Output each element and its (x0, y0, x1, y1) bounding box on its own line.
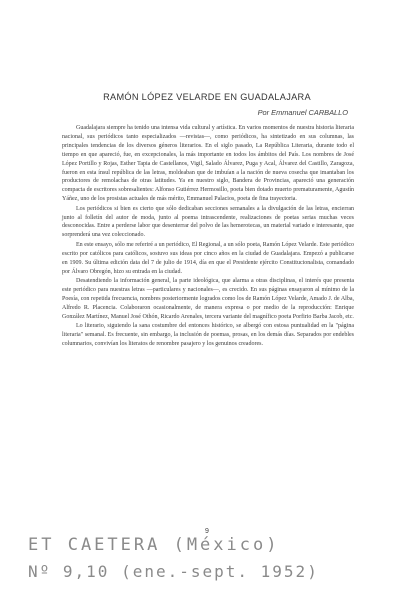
paragraph: Desatendiendo la información general, la parte ideológica, que alarma a otras disciplinas, el interés que presenta este periódico para nuestras letras —particulares y nacionales—, es crecido. En sus páginas ensayaron al mínimo de la Poesía, con repetida frecuencia, nombres posteriormente logrados como los de Ramón López Velarde, Amado J. de Alba, Alfredo R. Placencia. Colaboraron ocasionalmente, de manera expresa o por medio de la reproducción: Enrique González Martínez, Manuel José Othón, Ricardo Arenales, tercera variante del magnífico poeta Porfirio Barba Jacob, etc. (62, 277, 354, 320)
paragraph: En este ensayo, sólo me referiré a un periódico, El Regional, a un sólo poeta, Ramón López Velarde. Este periódico escrito por católicos para católicos, sostuvo sus ideas por cinco años en la ciudad de Guadalajara. Empezó a publicarse en 1909. Su última edición data del 7 de julio de 1914, día en que el Presidente ejército Constitucionalista, comandado por Álvaro Obregón, hizo su entrada en la ciudad. (62, 241, 354, 275)
paragraph: Guadalajara siempre ha tenido una intensa vida cultural y artística. En varios momentos de nuestra historia literaria nacional, sus periódicos tanto especializados —revistas—, como periódicos, ha sintetizado en sus columnas, las principales tendencias de los diversos géneros literarios. En el siglo pasado, La República Literaria, durante todo el tiempo en que apareció, fue, en excepcionales, la más importante en todos los ámbitos del País. Los nombres de José López Portillo y Rojas, Esther Tapia de Castellanos, Vigil, Salado Álvarez, Puga y Acal, Álvarez del Castillo, Zaragoza, fueron en esta ínsul república de las letras, moldeaban que de imbuían a la nación de nueva cosecha que imantaban los productores de remolachas de otras latitudes. Ya en nuestro siglo, Bandera de Provincias, apareció una generación compacta de escritores sobresalientes: Alfonso Gutiérrez Hermosillo, poeta bien dotado muerto prematuramente, Agustín Yáñez, uno de los prosistas actuales de más mérito, Emmanuel Palacios, poeta de fina trayectoria. (62, 125, 354, 203)
article-title: RAMÓN LÓPEZ VELARDE EN GUADALAJARA (103, 92, 311, 102)
paragraph: Lo literario, siguiendo la sana costumbre del entonces histórico, se albergó con estosa puntualidad en la "página literaria" semanal. Es frecuente, sin embargo, la inclusión de poemas, prosas, en los demás días. Separados por endebles columnarios, convivían los literatos de renombre pasajero y los genuinos creadores. (62, 322, 354, 347)
paragraph: Los periódicos si bien es cierto que sólo dedicaban secciones semanales a la divulgación de las letras, encierran junto al folletín del autor de moda, junto al poema intrascendente, realizaciones de poetas serias muchas veces desconocidas. Entre a perderse labor que desenterrar del polvo de las hemerotecas, un material variado e interesante, que sorprenderá una vez coleccionado. (62, 205, 354, 239)
article-body (62, 124, 354, 349)
article-byline: Por Emmanuel CARBALLO (257, 108, 348, 117)
page-number: 9 (205, 528, 209, 535)
handwritten-issue-note: Nº 9,10 (ene.-sept. 1952) (28, 562, 319, 581)
handwritten-source-note: ET CAETERA (México) (28, 535, 280, 555)
